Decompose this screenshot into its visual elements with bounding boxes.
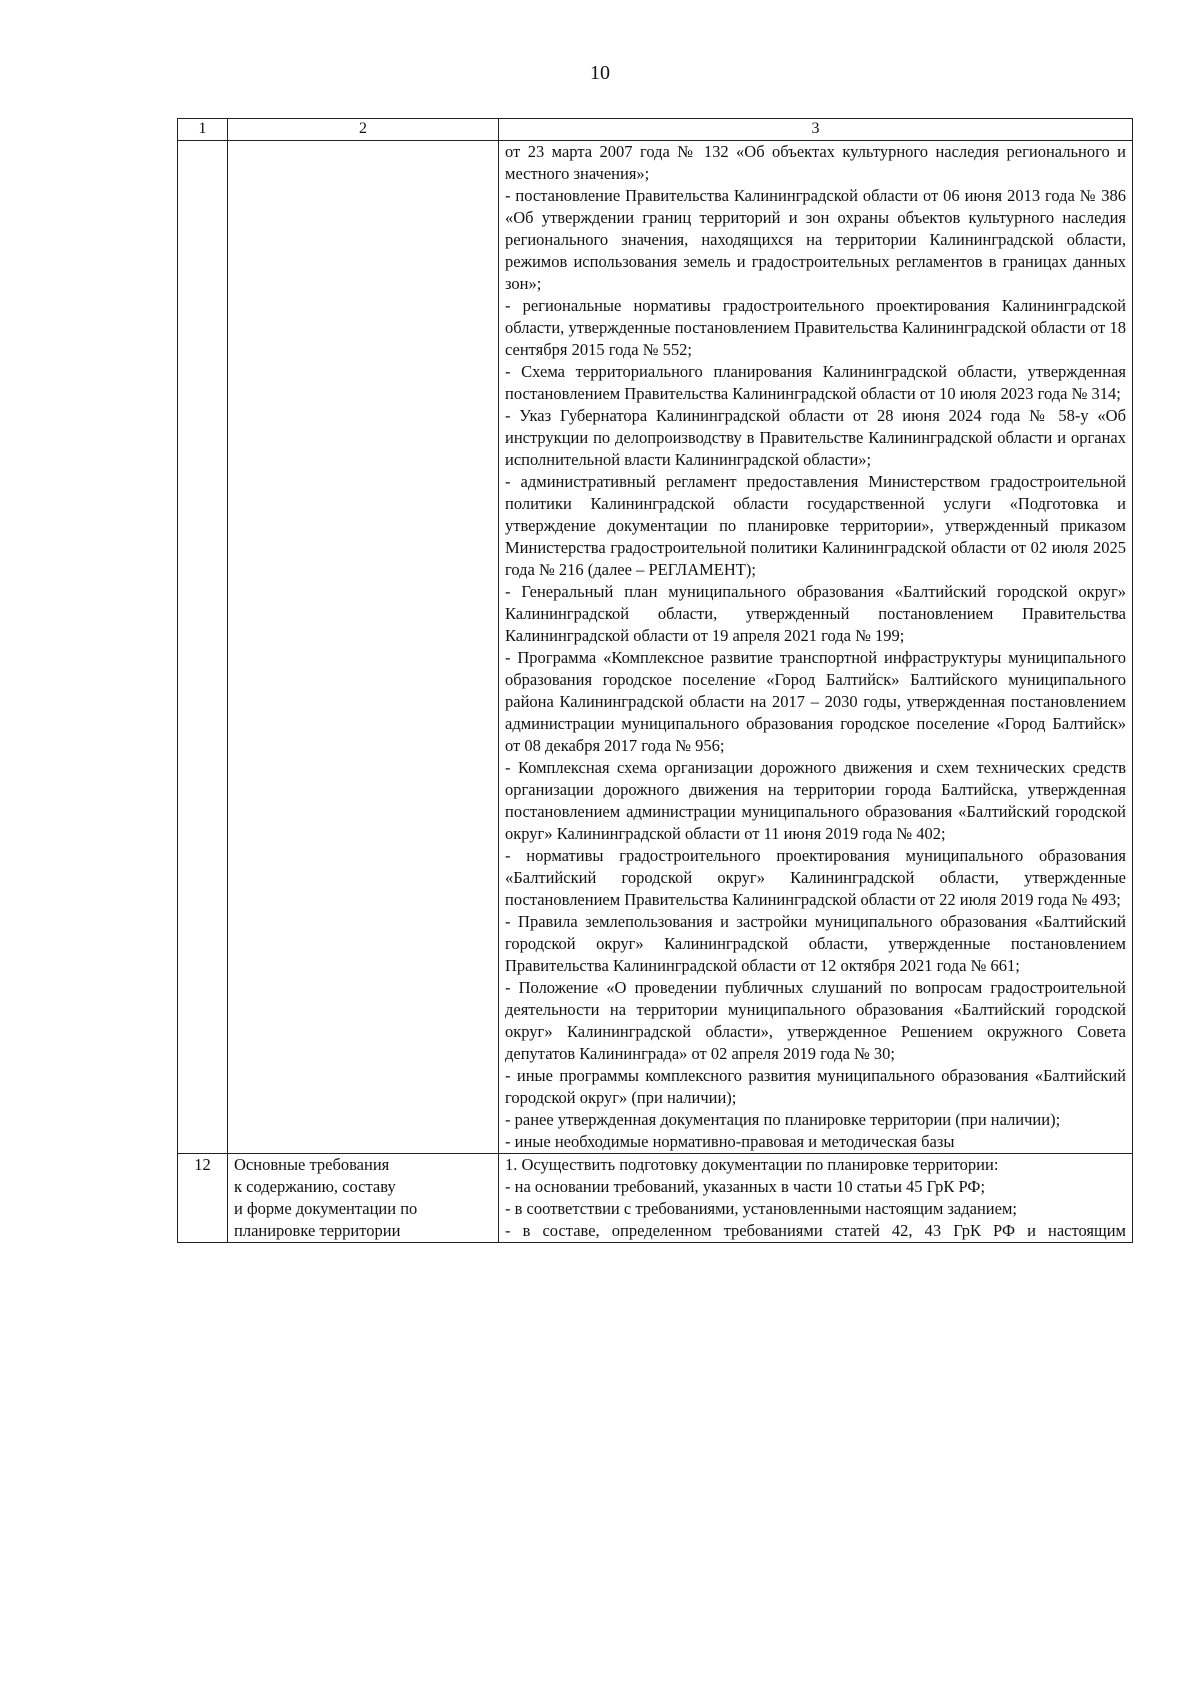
requirements-table xyxy=(177,118,1133,1243)
normative-item: - иные необходимые нормативно-правовая и методическая базы xyxy=(505,1132,955,1151)
normative-item: - Программа «Комплексное развитие транспортной инфраструктуры муниципального образования городское поселение «Город Балтийск» Балтийского муниципального района Калининградской области на 2017 – 2030 годы, утвержденная постановлением администрации муниципального образования городское поселение «Город Балтийск» от 08 декабря 2017 года № 956; xyxy=(505,648,1126,755)
row-12-content xyxy=(499,1154,1133,1243)
normative-item: - Положение «О проведении публичных слушаний по вопросам градостроительной деятельности на территории муниципального образования «Балтийский городской округ» Калининградской области», утвержденное Решением окружного Совета депутатов Калининграда» от 02 апреля 2019 года № 30; xyxy=(505,978,1126,1063)
row-12-label-line: планировке территории xyxy=(234,1221,401,1240)
normative-item: - административный регламент предоставления Министерством градостроительной политики Калининградской области государственной услуги «Подготовка и утверждение документации по планировке территории», утвержденный приказом Министерства градостроительной политики Калининградской области от 02 июля 2025 года № 216 (далее – РЕГЛАМЕНТ); xyxy=(505,472,1126,579)
normative-item: - Комплексная схема организации дорожного движения и схем технических средств организации дорожного движения на территории города Балтийска, утвержденная постановлением администрации муниципального образования «Балтийский городской округ» Калининградской области от 11 июня 2019 года № 402; xyxy=(505,758,1126,843)
header-col-1: 1 xyxy=(178,119,228,141)
requirement-item: - в составе, определенном требованиями статей 42, 43 ГрК РФ и настоящим xyxy=(505,1221,1126,1240)
normative-item: - Схема территориального планирования Калининградской области, утвержденная постановлением Правительства Калининградской области от 10 июля 2023 года № 314; xyxy=(505,362,1126,403)
header-col-3: 3 xyxy=(499,119,1133,141)
continuation-label-cell xyxy=(228,141,499,1154)
normative-item: от 23 марта 2007 года № 132 «Об объектах культурного наследия регионального и местного значения»; xyxy=(505,142,1126,183)
normative-item: - Правила землепользования и застройки муниципального образования «Балтийский городской округ» Калининградской области, утвержденные постановлением Правительства Калининградской области от 12 октября 2021 года № 661; xyxy=(505,912,1126,975)
requirement-item: - в соответствии с требованиями, установленными настоящим заданием; xyxy=(505,1199,1017,1218)
row-12-label-line: к содержанию, составу xyxy=(234,1177,396,1196)
normative-item: - ранее утвержденная документация по планировке территории (при наличии); xyxy=(505,1110,1061,1129)
requirement-item: - на основании требований, указанных в части 10 статьи 45 ГрК РФ; xyxy=(505,1177,986,1196)
row-12-label-line: и форме документации по xyxy=(234,1199,418,1218)
normative-item: - Указ Губернатора Калининградской области от 28 июня 2024 года № 58-у «Об инструкции по делопроизводству в Правительстве Калининградской области и органах исполнительной власти Калининградской области»; xyxy=(505,406,1126,469)
table-header-row xyxy=(178,119,1133,141)
normative-base-cell xyxy=(499,141,1133,1154)
row-12 xyxy=(178,1154,1133,1243)
row-12-label xyxy=(228,1154,499,1243)
row-12-label-line: Основные требования xyxy=(234,1155,390,1174)
continuation-row xyxy=(178,141,1133,1154)
requirement-item: 1. Осуществить подготовку документации по планировке территории: xyxy=(505,1155,999,1174)
normative-item: - региональные нормативы градостроительного проектирования Калининградской области, утвержденные постановлением Правительства Калининградской области от 18 сентября 2015 года № 552; xyxy=(505,296,1126,359)
page-number: 10 xyxy=(590,62,610,84)
normative-item: - постановление Правительства Калининградской области от 06 июня 2013 года № 386 «Об утверждении границ территорий и зон охраны объектов культурного наследия регионального значения, находящихся на территории Калининградской области, режимов использования земель и градостроительных регламентов в границах данных зон»; xyxy=(505,186,1126,293)
header-col-2: 2 xyxy=(228,119,499,141)
continuation-number-cell xyxy=(178,141,228,1154)
row-12-number: 12 xyxy=(178,1154,228,1243)
normative-item: - Генеральный план муниципального образования «Балтийский городской округ» Калининградской области, утвержденный постановлением Правительства Калининградской области от 19 апреля 2021 года № 199; xyxy=(505,582,1126,645)
normative-item: - нормативы градостроительного проектирования муниципального образования «Балтийский городской округ» Калининградской области, утвержденные постановлением Правительства Калининградской области от 22 июля 2019 года № 493; xyxy=(505,846,1126,909)
normative-item: - иные программы комплексного развития муниципального образования «Балтийский городской округ» (при наличии); xyxy=(505,1066,1126,1107)
